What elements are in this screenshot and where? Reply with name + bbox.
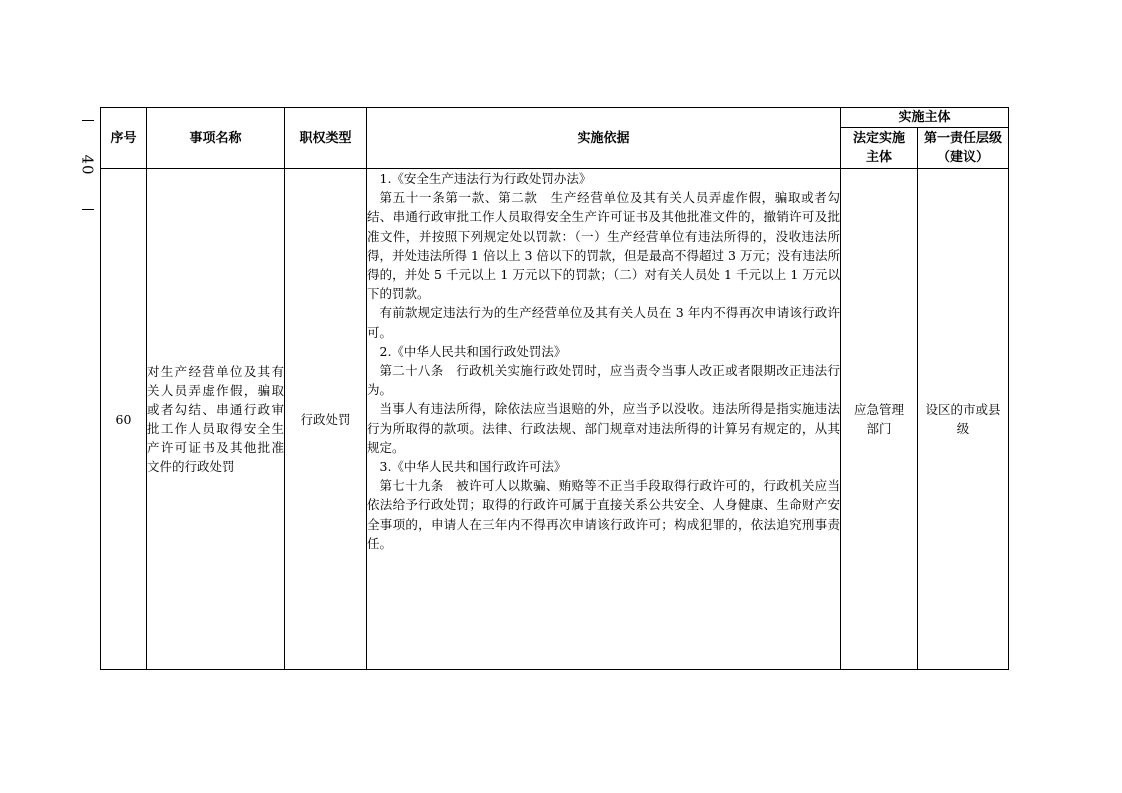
page-number-dash-bottom <box>82 209 94 210</box>
page-number-value: 40 <box>79 154 97 176</box>
table-row <box>101 169 1009 670</box>
basis-paragraph: 有前款规定违法行为的生产经营单位及其有关人员在 3 年内不得再次申请该行政许可。 <box>367 305 840 340</box>
header-power-type: 职权类型 <box>285 108 367 169</box>
row-first-level: 设区的市或县级 <box>925 402 1001 436</box>
header-basis: 实施依据 <box>367 108 841 169</box>
row-legal-subject: 应急管理部门 <box>853 402 904 436</box>
basis-paragraph: 1.《安全生产违法行为行政处罚办法》 <box>379 171 592 186</box>
matters-table <box>100 107 1009 670</box>
header-legal-subject-cell <box>841 128 918 169</box>
row-basis <box>367 169 841 670</box>
basis-paragraph: 2.《中华人民共和国行政处罚法》 <box>379 343 567 359</box>
header-first-level-cell <box>918 128 1009 169</box>
basis-paragraph: 第二十八条 行政机关实施行政处罚时，应当责令当事人改正或者限期改正违法行为。 <box>367 363 840 398</box>
row-legal-subject-cell <box>841 169 918 670</box>
row-first-level-cell <box>918 169 1009 670</box>
header-first-level: 第一责任层级（建议） <box>924 131 1003 165</box>
row-power-type: 行政处罚 <box>285 169 367 670</box>
basis-paragraph: 3.《中华人民共和国行政许可法》 <box>379 459 567 475</box>
header-legal-subject: 法定实施主体 <box>852 131 905 165</box>
basis-paragraph: 当事人有违法所得，除依法应当退赔的外，应当予以没收。违法所得是指实施违法行为所取得的款项。法律、行政法规、部门规章对违法所得的计算另有规定的，从其规定。 <box>367 401 840 455</box>
basis-paragraph: 第七十九条 被许可人以欺骗、贿赂等不正当手段取得行政许可的，行政机关应当依法给予行政处罚；取得的行政许可属于直接关系公共安全、人身健康、生命财产安全事项的，申请人在三年内不得再次申请该行政许可；构成犯罪的，依法追究刑事责任。 <box>367 478 840 551</box>
header-item-name: 事项名称 <box>147 108 285 169</box>
page-number-dash-top <box>82 120 94 121</box>
basis-paragraph: 第五十一条第一款、第二款 生产经营单位及其有关人员弄虚作假，骗取或者勾结、串通行政审批工作人员取得安全生产许可证书及其他批准文件的，撤销许可及批准文件，并按照下列规定处以罚款：（一）生产经营单位有违法所得的，没收违法所得，并处违法所得 1 倍以上 3 倍以下的罚款，但是最高不得超过 3 万元；没有违法所得的，并处 5 千元以上 1 万元以下的罚款；（二）对有关人员处 1 千元以上 1 万元以下的罚款。 <box>367 190 840 302</box>
header-seq: 序号 <box>101 108 147 169</box>
header-row-top <box>101 108 1009 128</box>
header-subject-group: 实施主体 <box>841 108 1009 128</box>
page-number <box>76 120 100 210</box>
row-item-name: 对生产经营单位及其有关人员弄虚作假，骗取或者勾结、串通行政审批工作人员取得安全生产许可证书及其他批准文件的行政处罚 <box>147 169 285 670</box>
row-seq: 60 <box>101 169 147 670</box>
